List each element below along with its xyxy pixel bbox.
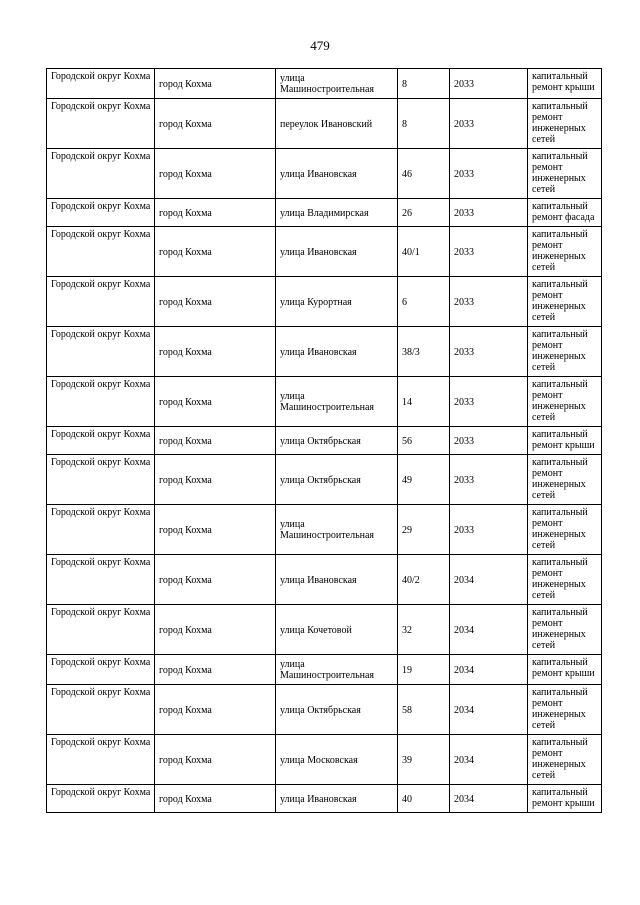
table-row: [47, 227, 602, 277]
municipality-cell: Городской округ Кохма: [47, 149, 155, 199]
house-number-cell: 38/3: [398, 327, 450, 377]
settlement-cell: город Кохма: [155, 505, 276, 555]
municipality-cell: Городской округ Кохма: [47, 605, 155, 655]
street-cell: улица Октябрьская: [276, 455, 398, 505]
table-row: [47, 555, 602, 605]
municipality-cell: Городской округ Кохма: [47, 327, 155, 377]
year-cell: 2033: [450, 69, 528, 99]
street-cell: улица Кочетовой: [276, 605, 398, 655]
table-row: [47, 655, 602, 685]
year-cell: 2033: [450, 99, 528, 149]
house-number-cell: 26: [398, 199, 450, 227]
settlement-cell: город Кохма: [155, 99, 276, 149]
year-cell: 2034: [450, 655, 528, 685]
municipality-cell: Городской округ Кохма: [47, 655, 155, 685]
municipality-cell: Городской округ Кохма: [47, 277, 155, 327]
year-cell: 2034: [450, 735, 528, 785]
work-type-cell: капитальный ремонт инженерных сетей: [528, 227, 602, 277]
house-number-cell: 32: [398, 605, 450, 655]
municipality-cell: Городской округ Кохма: [47, 785, 155, 813]
work-type-cell: капитальный ремонт инженерных сетей: [528, 555, 602, 605]
house-number-cell: 14: [398, 377, 450, 427]
municipality-cell: Городской округ Кохма: [47, 455, 155, 505]
table-row: [47, 99, 602, 149]
municipality-cell: Городской округ Кохма: [47, 199, 155, 227]
house-number-cell: 6: [398, 277, 450, 327]
settlement-cell: город Кохма: [155, 785, 276, 813]
street-cell: улица Октябрьская: [276, 685, 398, 735]
house-number-cell: 29: [398, 505, 450, 555]
settlement-cell: город Кохма: [155, 149, 276, 199]
year-cell: 2033: [450, 455, 528, 505]
work-type-cell: капитальный ремонт инженерных сетей: [528, 735, 602, 785]
house-number-cell: 8: [398, 69, 450, 99]
registry-table-body: [47, 69, 602, 813]
year-cell: 2034: [450, 605, 528, 655]
street-cell: улица Ивановская: [276, 785, 398, 813]
work-type-cell: капитальный ремонт крыши: [528, 655, 602, 685]
year-cell: 2033: [450, 227, 528, 277]
house-number-cell: 46: [398, 149, 450, 199]
year-cell: 2033: [450, 149, 528, 199]
street-cell: улица Курортная: [276, 277, 398, 327]
street-cell: улица Машиностроительная: [276, 377, 398, 427]
work-type-cell: капитальный ремонт инженерных сетей: [528, 377, 602, 427]
street-cell: переулок Ивановский: [276, 99, 398, 149]
work-type-cell: капитальный ремонт крыши: [528, 69, 602, 99]
municipality-cell: Городской округ Кохма: [47, 555, 155, 605]
settlement-cell: город Кохма: [155, 199, 276, 227]
house-number-cell: 40/2: [398, 555, 450, 605]
house-number-cell: 56: [398, 427, 450, 455]
municipality-cell: Городской округ Кохма: [47, 377, 155, 427]
table-row: [47, 427, 602, 455]
table-row: [47, 149, 602, 199]
settlement-cell: город Кохма: [155, 605, 276, 655]
house-number-cell: 40: [398, 785, 450, 813]
settlement-cell: город Кохма: [155, 735, 276, 785]
work-type-cell: капитальный ремонт инженерных сетей: [528, 685, 602, 735]
settlement-cell: город Кохма: [155, 427, 276, 455]
house-number-cell: 19: [398, 655, 450, 685]
table-row: [47, 685, 602, 735]
work-type-cell: капитальный ремонт инженерных сетей: [528, 605, 602, 655]
year-cell: 2033: [450, 427, 528, 455]
work-type-cell: капитальный ремонт инженерных сетей: [528, 99, 602, 149]
street-cell: улица Машиностроительная: [276, 505, 398, 555]
settlement-cell: город Кохма: [155, 377, 276, 427]
table-row: [47, 735, 602, 785]
house-number-cell: 8: [398, 99, 450, 149]
settlement-cell: город Кохма: [155, 455, 276, 505]
table-row: [47, 785, 602, 813]
year-cell: 2033: [450, 327, 528, 377]
year-cell: 2034: [450, 555, 528, 605]
page-number: 479: [310, 38, 330, 53]
work-type-cell: капитальный ремонт инженерных сетей: [528, 455, 602, 505]
street-cell: улица Владимирская: [276, 199, 398, 227]
work-type-cell: капитальный ремонт инженерных сетей: [528, 149, 602, 199]
settlement-cell: город Кохма: [155, 555, 276, 605]
street-cell: улица Машиностроительная: [276, 655, 398, 685]
year-cell: 2033: [450, 377, 528, 427]
municipality-cell: Городской округ Кохма: [47, 685, 155, 735]
municipality-cell: Городской округ Кохма: [47, 69, 155, 99]
table-row: [47, 69, 602, 99]
work-type-cell: капитальный ремонт инженерных сетей: [528, 327, 602, 377]
work-type-cell: капитальный ремонт инженерных сетей: [528, 277, 602, 327]
work-type-cell: капитальный ремонт фасада: [528, 199, 602, 227]
street-cell: улица Ивановская: [276, 555, 398, 605]
settlement-cell: город Кохма: [155, 227, 276, 277]
settlement-cell: город Кохма: [155, 685, 276, 735]
municipality-cell: Городской округ Кохма: [47, 505, 155, 555]
year-cell: 2034: [450, 685, 528, 735]
year-cell: 2033: [450, 277, 528, 327]
table-row: [47, 455, 602, 505]
street-cell: улица Ивановская: [276, 327, 398, 377]
street-cell: улица Машиностроительная: [276, 69, 398, 99]
settlement-cell: город Кохма: [155, 655, 276, 685]
street-cell: улица Ивановская: [276, 149, 398, 199]
table-row: [47, 199, 602, 227]
table-row: [47, 505, 602, 555]
settlement-cell: город Кохма: [155, 69, 276, 99]
table-row: [47, 377, 602, 427]
municipality-cell: Городской округ Кохма: [47, 735, 155, 785]
settlement-cell: город Кохма: [155, 277, 276, 327]
house-number-cell: 58: [398, 685, 450, 735]
municipality-cell: Городской округ Кохма: [47, 99, 155, 149]
municipality-cell: Городской округ Кохма: [47, 427, 155, 455]
street-cell: улица Московская: [276, 735, 398, 785]
house-number-cell: 40/1: [398, 227, 450, 277]
registry-table: [46, 68, 602, 813]
house-number-cell: 49: [398, 455, 450, 505]
house-number-cell: 39: [398, 735, 450, 785]
table-row: [47, 277, 602, 327]
work-type-cell: капитальный ремонт крыши: [528, 785, 602, 813]
settlement-cell: город Кохма: [155, 327, 276, 377]
year-cell: 2034: [450, 785, 528, 813]
street-cell: улица Октябрьская: [276, 427, 398, 455]
street-cell: улица Ивановская: [276, 227, 398, 277]
year-cell: 2033: [450, 199, 528, 227]
table-row: [47, 327, 602, 377]
work-type-cell: капитальный ремонт крыши: [528, 427, 602, 455]
year-cell: 2033: [450, 505, 528, 555]
work-type-cell: капитальный ремонт инженерных сетей: [528, 505, 602, 555]
municipality-cell: Городской округ Кохма: [47, 227, 155, 277]
table-row: [47, 605, 602, 655]
